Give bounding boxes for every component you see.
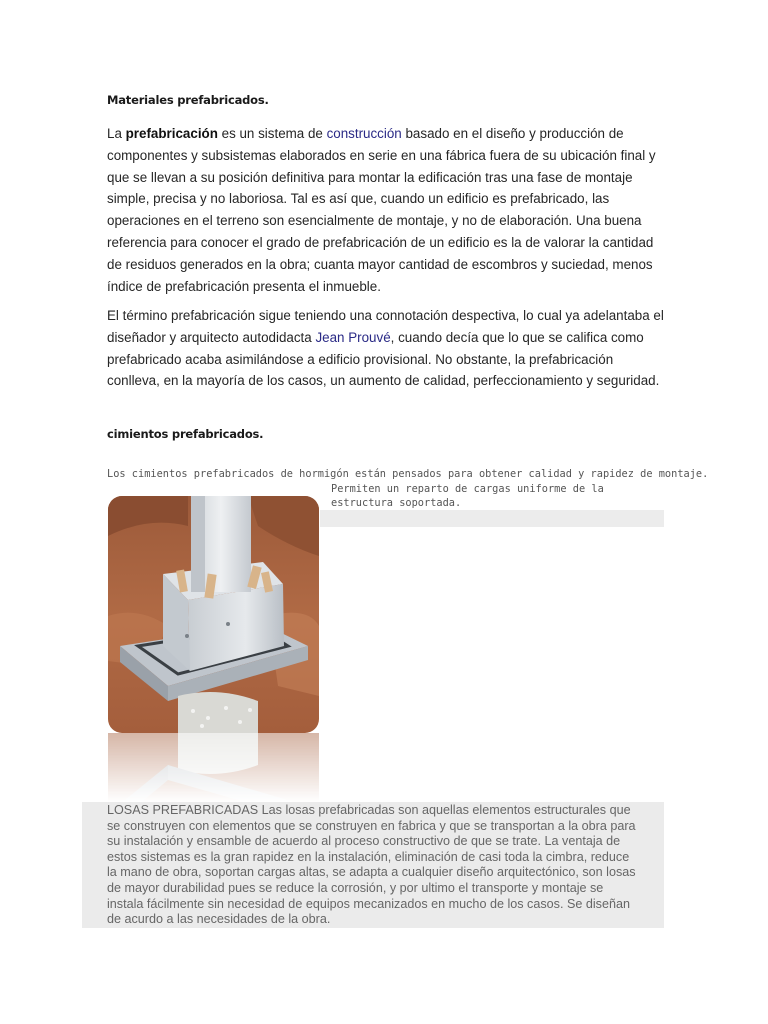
link-construccion[interactable]: construcción — [326, 126, 402, 141]
caption-line1: Los cimientos prefabricados de hormigón están pensados para obtener calidad y rapidez de montaje. — [107, 468, 709, 480]
para1-intro: La — [107, 126, 126, 141]
photo-reflection — [108, 733, 319, 802]
para2-after-link: , cuando decía que lo que se califica como prefabricado acaba asimilándose a edificio provisional. No obstante, la prefabricación conlleva, en la mayoría de los casos, un aumento de calidad, perfeccionamiento y seguridad. — [107, 329, 660, 389]
paragraph-termino — [107, 305, 667, 392]
link-jean-prouve[interactable]: Jean Prouvé — [315, 329, 391, 345]
foundation-photo — [108, 496, 319, 733]
para1-bold-term: prefabricación — [125, 126, 218, 141]
losas-paragraph: LOSAS PREFABRICADAS Las losas prefabricadas son aquellas elementos estructurales que se construyen con elementos que se construyen en fabrica y que se transportan a la obra para su instalación y ensamble de acuerdo al proceso constructivo de que se trate. La ventaja de estos sistemas es la gran rapidez en la instalación, eliminación de casi toda la cimbra, reduce la mano de obra, soportan cargas altas, se adapta a cualquier diseño arquitectónico, son losas de mayor durabilidad pues se reduce la corrosión, y por ultimo el transporte y montaje se instala fácilmente sin necesidad de equipos mecanizados en mucho de los casos. Se diseñan de acurdo a las necesidades de la obra. — [107, 803, 636, 927]
paragraph-prefabricacion — [107, 123, 667, 297]
para1-after-bold: es un sistema de — [217, 126, 327, 141]
para1-rest: basado en el diseño y producción de componentes y subsistemas elaborados en serie en una fábrica fuera de su ubicación final y que se llevan a su posición definitiva para montar la edificación tras una fase de montaje simple, precisa y no laboriosa. Tal es así que, cuando un edificio es prefabricado, las operaciones en el terreno son esencialmente de montaje, y no de elaboración. Una buena referencia para conocer el grado de prefabricación de un edificio es la de valorar la cantidad de residuos generados en la obra; cuanta mayor cantidad de escombros y suciedad, menos índice de prefabricación presenta el inmueble. — [107, 126, 656, 294]
caption-gray-bar — [320, 510, 664, 527]
heading-cimientos: cimientos prefabricados. — [107, 427, 264, 441]
foundation-photo-figure — [108, 496, 319, 802]
para2-before-link: El término prefabricación sigue teniendo una connotación despectiva, lo cual ya adelantaba el diseñador y arquitecto autodidacta — [107, 308, 664, 345]
heading-materiales: Materiales prefabricados. — [107, 93, 269, 107]
caption-rest: Permiten un reparto de cargas uniforme de la estructura soportada. — [331, 483, 604, 509]
